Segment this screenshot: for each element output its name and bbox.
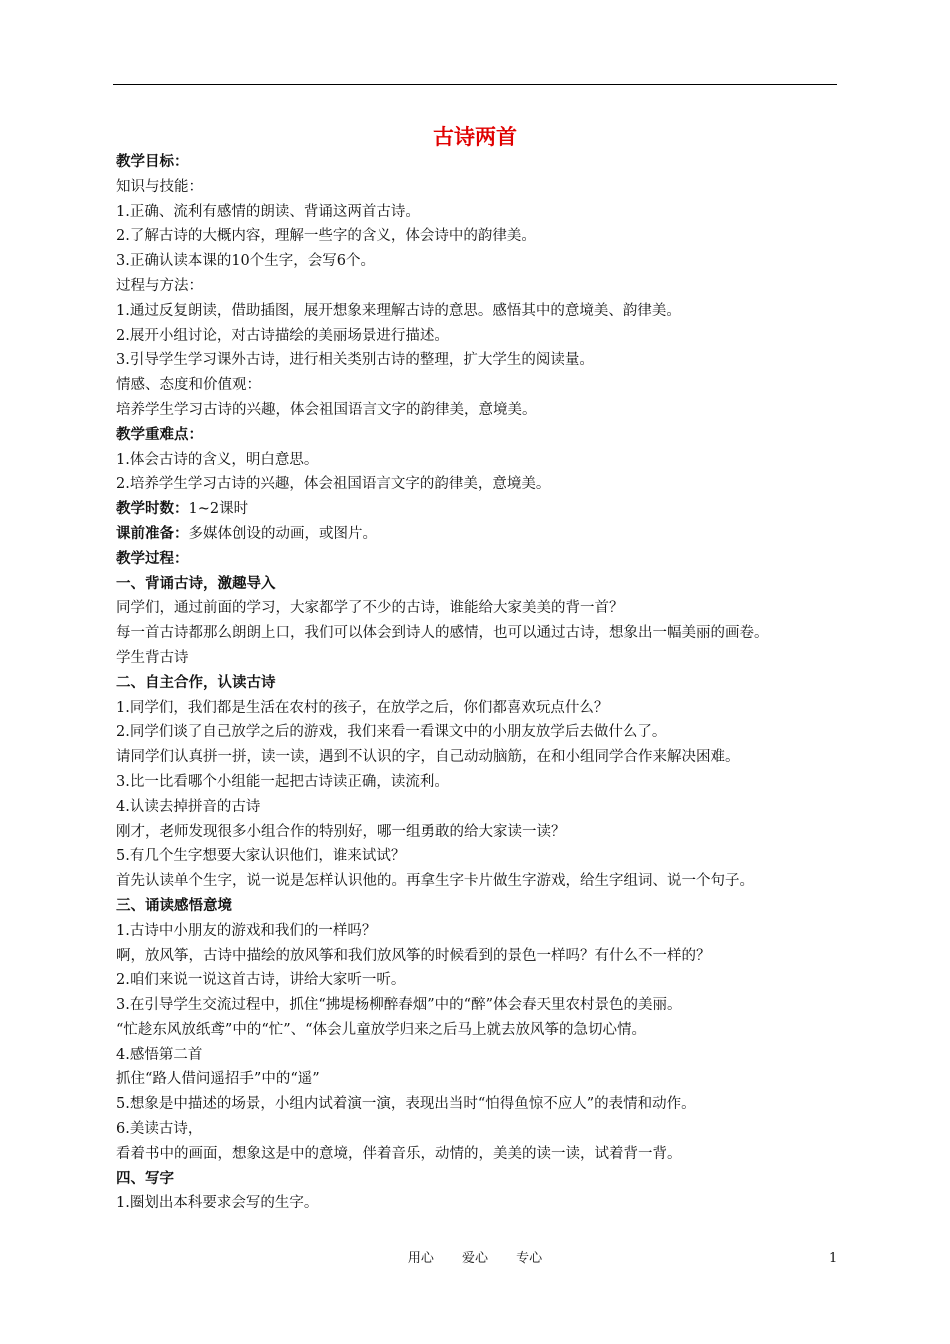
body-line: 1.圈划出本科要求会写的生字。: [116, 1195, 319, 1212]
body-line: 4.认读去掉拼音的古诗: [116, 798, 261, 815]
body-line: 4.感悟第二首: [116, 1046, 203, 1063]
body-line: 同学们，通过前面的学习，大家都学了不少的古诗，谁能给大家美美的背一首？: [116, 600, 624, 617]
body-line: 2.了解古诗的大概内容，理解一些字的含义，体会诗中的韵律美。: [116, 228, 536, 245]
body-line: 情感、态度和价值观：: [116, 377, 261, 394]
body-line: 培养学生学习古诗的兴趣，体会祖国语言文字的韵律美，意境美。: [116, 401, 537, 418]
body-line: 3.引导学生学习课外古诗，进行相关类别古诗的整理，扩大学生的阅读量。: [116, 352, 594, 369]
section-heading: 一、背诵古诗，激趣导入: [116, 575, 276, 592]
body-line: [116, 522, 856, 547]
body-line: 6.美读古诗，: [116, 1121, 203, 1138]
body-line: 刚才，老师发现很多小组合作的特别好，哪一组勇敢的给大家读一读？: [116, 823, 566, 840]
body-line: 过程与方法：: [116, 277, 203, 294]
field-label: 教学时数：: [116, 501, 189, 518]
body-line: 2.展开小组讨论，对古诗描绘的美丽场景进行描述。: [116, 327, 449, 344]
body-line: 1.体会古诗的含义，明白意思。: [116, 451, 319, 468]
section-heading: 四、写字: [116, 1170, 174, 1187]
body-line: 首先认读单个生字，说一说是怎样认识他的。再拿生字卡片做生字游戏，给生字组词、说一个句子。: [116, 873, 754, 890]
body-line: 每一首古诗都那么朗朗上口，我们可以体会到诗人的感情，也可以通过古诗，想象出一幅美丽的画卷。: [116, 625, 769, 642]
section-heading: 二、自主合作，认读古诗: [116, 674, 276, 691]
section-heading: 三、诵读感悟意境: [116, 897, 232, 914]
body-line: 1.通过反复朗读，借助插图，展开想象来理解古诗的意思。感悟其中的意境美、韵律美。: [116, 302, 681, 319]
body-line: 3.比一比看哪个小组能一起把古诗读正确，读流利。: [116, 773, 449, 790]
section-heading: 教学目标：: [116, 154, 189, 170]
header-rule: [113, 84, 837, 85]
field-label: 课前准备：: [116, 525, 189, 542]
field-value: 多媒体创设的动画，或图片。: [188, 525, 377, 542]
page-footer: [0, 1247, 950, 1271]
field-value: 1~2课时: [188, 501, 249, 518]
body-line: [116, 497, 856, 522]
body-line: 1.古诗中小朋友的游戏和我们的一样吗？: [116, 922, 377, 939]
body-line: 5.想象是中描述的场景，小组内试着演一演，表现出当时“怕得鱼惊不应人”的表情和动作。: [116, 1096, 696, 1113]
body-line: 2.咱们来说一说这首古诗，讲给大家听一听。: [116, 972, 406, 989]
body-line: 请同学们认真拼一拼，读一读，遇到不认识的字，自己动动脑筋，在和小组同学合作来解决困难。: [116, 749, 740, 766]
body-line: 2.同学们谈了自己放学之后的游戏，我们来看一看课文中的小朋友放学后去做什么了。: [116, 724, 667, 741]
body-line: 3.在引导学生交流过程中，抓住“拂堤杨柳醉春烟”中的“醉”体会春天里农村景色的美丽。: [116, 997, 682, 1014]
body-line: 2.培养学生学习古诗的兴趣，体会祖国语言文字的韵律美，意境美。: [116, 476, 551, 493]
body-line: 抓住“路人借问遥招手”中的“遥”: [116, 1071, 320, 1088]
section-heading: 教学过程：: [116, 550, 189, 567]
footer-motto: 用心 爱心 专心: [407, 1251, 543, 1266]
section-heading: 教学重难点：: [116, 426, 203, 443]
body-line: “忙趁东风放纸鸢”中的“忙”、“体会儿童放学归来之后马上就去放风筝的急切心情。: [116, 1021, 647, 1038]
body-line: 3.正确认读本课的10个生字，会写6个。: [116, 253, 376, 270]
body-line: 啊，放风筝，古诗中描绘的放风筝和我们放风筝的时候看到的景色一样吗？有什么不一样的？: [116, 947, 711, 964]
body-line: 1.同学们，我们都是生活在农村的孩子，在放学之后，你们都喜欢玩点什么？: [116, 699, 609, 716]
body-line: 5.有几个生字想要大家认识他们，谁来试试？: [116, 848, 406, 865]
body-line: 学生背古诗: [116, 649, 189, 666]
body-line: 1.正确、流利有感情的朗读、背诵这两首古诗。: [116, 203, 420, 220]
body-line: 看着书中的画面，想象这是中的意境，伴着音乐，动情的，美美的读一读，试着背一背。: [116, 1145, 682, 1162]
body-line: 知识与技能：: [116, 178, 203, 195]
document-title: 古诗两首: [433, 125, 517, 149]
document-body: [116, 150, 856, 1216]
page-number: 1: [829, 1251, 838, 1266]
